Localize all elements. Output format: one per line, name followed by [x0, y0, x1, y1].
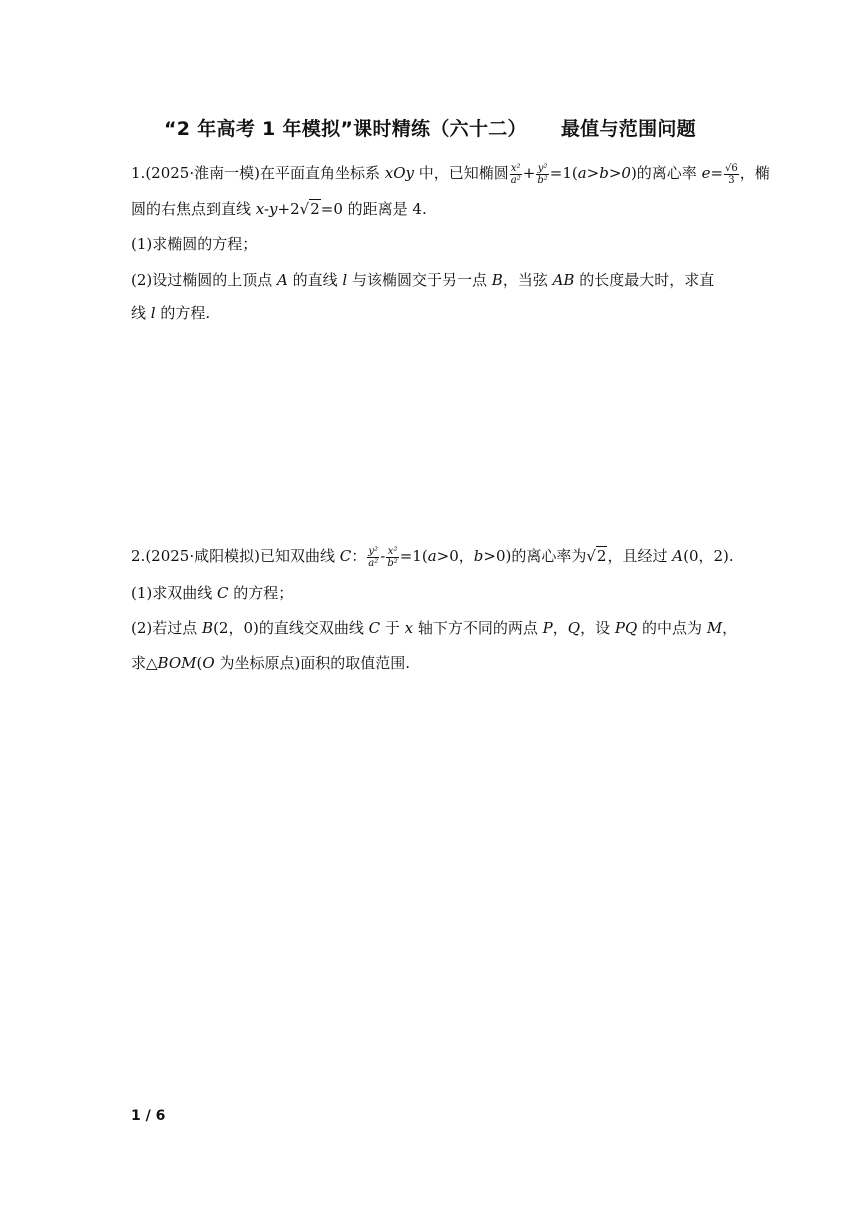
problem-2-part-2-line-2: 求△BOM(O 为坐标原点)面积的取值范围. [131, 654, 411, 672]
problem-2-part-1: (1)求双曲线 C 的方程； [131, 584, 294, 602]
problem-2-part-2-line-1: (2)若过点 B(2，0)的直线交双曲线 C 于 x 轴下方不同的两点 P，Q，设 PQ 的中点为 M， [131, 619, 738, 637]
ellipse-fraction-y: $\frac{\text{y²}}{\text{b²}}$ [537, 162, 548, 186]
problem-2-source: (2025·咸阳模拟) [145, 547, 260, 565]
sqrt-symbol: √2 [299, 200, 320, 218]
title-main: “2 年高考 1 年模拟”课时精练（六十二） [164, 118, 527, 140]
page-title [0, 114, 860, 141]
problem-1-part-2-line-2: 线 l 的方程. [131, 304, 211, 322]
problem-1-part-2-line-1: (2)设过椭圆的上顶点 A 的直线 l 与该椭圆交于另一点 B，当弦 AB 的长度最大时，求直 [131, 271, 715, 289]
problem-1-source: (2025·淮南一模) [145, 164, 260, 182]
page-number: 1 / 6 [131, 1108, 166, 1124]
eccentricity-fraction: $\frac{√6}{3}$ [725, 162, 738, 186]
ellipse-fraction-x: $\frac{\text{x²}}{\text{a²}}$ [510, 162, 521, 186]
hyperbola-fraction-y: $\frac{\text{y²}}{\text{a²}}$ [368, 545, 379, 569]
problem-2-line-1: 2.(2025·咸阳模拟)已知双曲线 C： $\frac{\text{y²}}{\text{a²}}$ - $\frac{\text{x²}}{\text{b²}}$ =1(a>0，b>0)的离心率为√2，且经过 A(0，2). [131, 545, 734, 569]
sqrt-symbol: √2 [586, 547, 607, 565]
hyperbola-fraction-x: $\frac{\text{x²}}{\text{b²}}$ [387, 545, 398, 569]
problem-1-line-2: 圆的右焦点到直线 x-y+2√2=0 的距离是 4. [131, 200, 427, 218]
problem-1-part-1: (1)求椭圆的方程； [131, 235, 258, 253]
title-topic: 最值与范围问题 [560, 118, 696, 140]
problem-1-line-1: 1.(2025·淮南一模)在平面直角坐标系 xOy 中，已知椭圆 $\frac{\text{x²}}{\text{a²}}$ + $\frac{\text{y²}}{\text{b²}}$ =1(a>b>0)的离心率 e= $\frac{√6}{3}$ ，椭 [131, 162, 770, 186]
